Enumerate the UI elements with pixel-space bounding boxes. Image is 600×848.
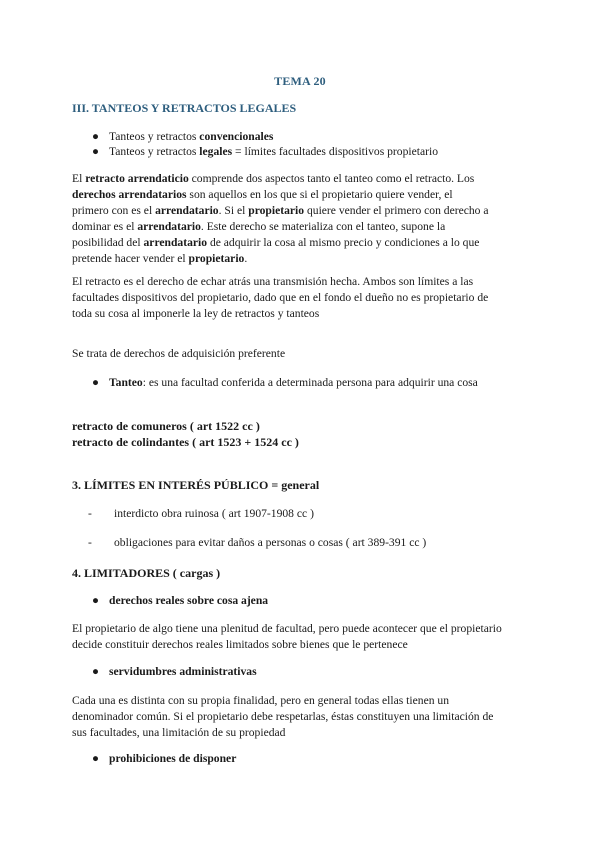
dash-icon: - bbox=[88, 507, 92, 520]
bullet-icon: ● bbox=[92, 145, 100, 158]
bullet-icon: ● bbox=[92, 130, 100, 143]
list-item-prohibiciones: ● prohibiciones de disponer bbox=[92, 752, 237, 765]
paragraph-retracto-arrendaticio: El retracto arrendaticio comprende dos aspectos tanto el tanteo como el retracto. Los derechos arrendatarios son aquellos en los que si el propietario quiere vender, el primero con es el arrendatario. Si el propietario quiere vender el primero con derecho a dominar es el arrendatario. Este derecho se materializa con el tanteo, supone la posibilidad del arrendatario de adquirir la cosa al mismo precio y condiciones a lo que pretende hacer vender el propietario. bbox=[72, 172, 489, 265]
retracto-colindantes: retracto de colindantes ( art 1523 + 1524 cc ) bbox=[72, 435, 299, 449]
retracto-comuneros: retracto de comuneros ( art 1522 cc ) bbox=[72, 419, 260, 433]
bullet-icon: ● bbox=[92, 594, 100, 607]
section-heading-tanteos: III. TANTEOS Y RETRACTOS LEGALES bbox=[72, 101, 297, 115]
paragraph-servidumbres: Cada una es distinta con su propia finalidad, pero en general todas ellas tienen un denominador común. Si el propietario debe respetarlas, éstas constituyen una limitación de sus facultades, una limitación de su propiedad bbox=[72, 694, 494, 739]
section-heading-limites: 3. LÍMITES EN INTERÉS PÚBLICO = general bbox=[72, 478, 320, 492]
dash-item: - interdicto obra ruinosa ( art 1907-1908 cc ) bbox=[88, 507, 314, 520]
list-item: ● Tanteos y retractos convencionales bbox=[92, 130, 274, 143]
list-item-servidumbres: ● servidumbres administrativas bbox=[92, 665, 257, 678]
section-heading-limitadores: 4. LIMITADORES ( cargas ) bbox=[72, 566, 221, 580]
paragraph-retracto-definicion: El retracto es el derecho de echar atrás una transmisión hecha. Ambos son límites a las facultades dispositivos del propietario, dado que en el fondo el dueño no es propietario de toda su cosa al imponerle la ley de retractos y tanteos bbox=[72, 275, 489, 320]
paragraph-adquisicion-preferente: Se trata de derechos de adquisición preferente bbox=[72, 347, 286, 360]
page-title: TEMA 20 bbox=[274, 74, 326, 88]
bullet-icon: ● bbox=[92, 376, 100, 389]
dash-item: - obligaciones para evitar daños a personas o cosas ( art 389-391 cc ) bbox=[88, 536, 427, 549]
bullet-icon: ● bbox=[92, 752, 100, 765]
list-item: ● Tanteos y retractos legales = límites facultades dispositivos propietario bbox=[92, 145, 438, 158]
paragraph-plenitud: El propietario de algo tiene una plenitud de facultad, pero puede acontecer que el propietario decide constituir derechos reales limitados sobre bienes que le pertenece bbox=[72, 622, 502, 651]
bullet-icon: ● bbox=[92, 665, 100, 678]
dash-icon: - bbox=[88, 536, 92, 549]
list-item-tanteo: ● Tanteo: es una facultad conferida a determinada persona para adquirir una cosa bbox=[92, 376, 478, 389]
list-item-derechos-reales: ● derechos reales sobre cosa ajena bbox=[92, 594, 269, 607]
